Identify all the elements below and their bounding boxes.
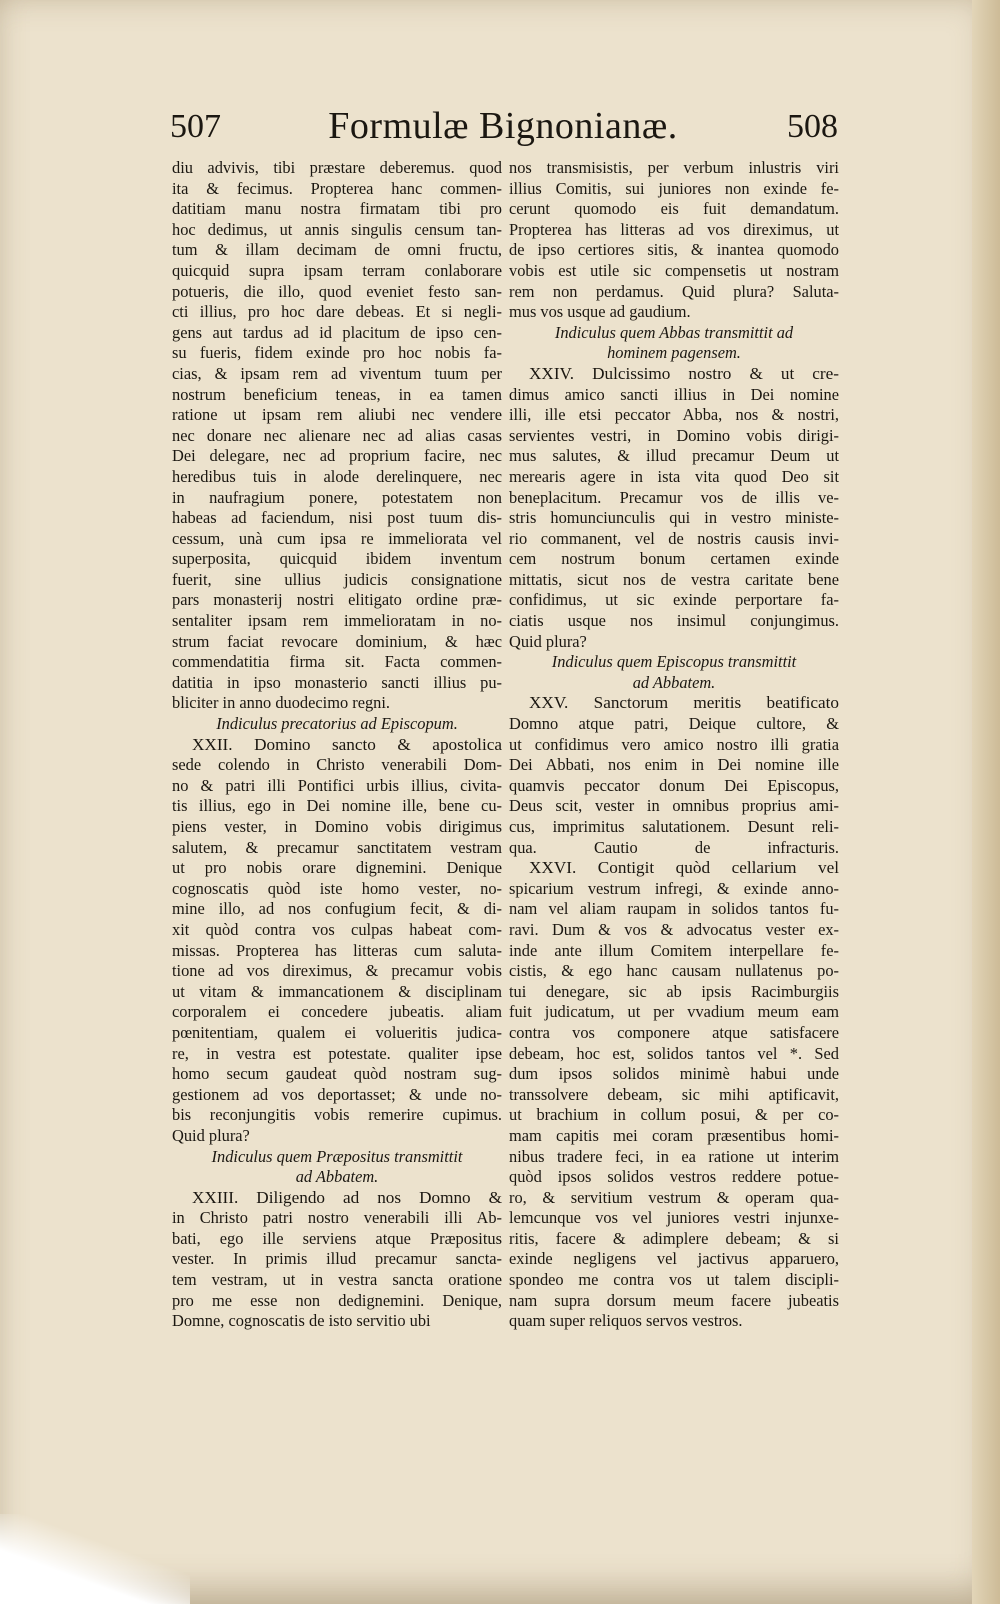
right-column-line: tui denegare, sic ab ipsis Racimburgiis <box>509 981 839 1001</box>
left-column-line: superposita, quicquid ibidem inventum <box>172 549 502 569</box>
right-column-line: quòd ipsos solidos vestros reddere potue- <box>509 1167 839 1187</box>
left-column-line: strum faciat revocare dominium, & hæc <box>172 631 502 651</box>
right-column-line: XXV. Sanctorum meritis beatificato <box>529 693 839 713</box>
right-column-line: mam capitis mei coram præsentibus homi- <box>509 1125 839 1145</box>
right-column-line: dimus amico sancti illius in Dei nomine <box>509 384 839 404</box>
right-column-line: vobis est utile sic compensetis ut nostram <box>509 260 839 280</box>
right-column-line: illi, ille etsi peccator Abba, nos & nostri, <box>509 405 839 425</box>
right-column-line: confidimus, ut sic exinde perportare fa- <box>509 590 839 610</box>
left-column-line: cognoscatis quòd iste homo vester, no- <box>172 878 502 898</box>
left-column-line: Domne, cognoscatis de isto servitio ubi <box>172 1311 431 1331</box>
left-column-line: heredibus tuis in alode derelinquere, nec <box>172 466 502 486</box>
left-column-line: su fueris, fidem exinde pro hoc nobis fa- <box>172 343 502 363</box>
right-column-line: contra vos componere atque satisfacere <box>509 1022 839 1042</box>
right-column-line: Domno atque patri, Deique cultore, & <box>509 714 839 734</box>
left-column-line: tum & illam decimam de omni fructu, <box>172 240 502 260</box>
left-column-line: gens aut tardus ad id placitum de ipso cen- <box>172 322 502 342</box>
left-column-line: cti illius, pro hoc dare debeas. Et si negli- <box>172 302 502 322</box>
right-column-line: cem nostrum bonum certamen exinde <box>509 549 839 569</box>
left-text-column <box>172 158 502 1332</box>
right-column-line: rio commanent, vel de nostris causis invi- <box>509 528 839 548</box>
right-column-line: Indiculus quem Abbas transmittit ad <box>554 322 794 342</box>
left-column-line: pars monasterij nostri elitigato ordine præ- <box>172 590 502 610</box>
left-column-line: bis reconjungitis vobis remerire cupimus. <box>172 1105 502 1125</box>
right-column-line: XXVI. Contigit quòd cellarium vel <box>529 858 839 878</box>
right-column-line: nos transmisistis, per verbum inlustris viri <box>509 158 839 177</box>
right-column-line: lemcunque vos vel juniores vestri injunxe- <box>509 1208 839 1228</box>
right-column-line: nibus tradere feci, in ea ratione ut interim <box>509 1146 839 1166</box>
left-column-line: ut pro nobis orare dignemini. Denique <box>172 858 502 878</box>
right-column-line: stris homunciunculis qui in vestro ministe- <box>509 508 839 528</box>
left-column-line: xit quòd contra vos culpas habeat com- <box>172 919 502 939</box>
right-column-line: fuit judicatum, ut per vvadium meum eam <box>509 1002 839 1022</box>
right-column-line: merearis agere in ista vita quod Deo sit <box>509 466 839 486</box>
left-column-line: XXII. Domino sancto & apostolica <box>192 734 502 754</box>
left-column-line: bliciter in anno duodecimo regni. <box>172 693 391 713</box>
left-column-line: Indiculus quem Præpositus transmittit <box>211 1146 463 1166</box>
right-column-line: Dei Abbati, nos enim in Dei nomine ille <box>509 755 839 775</box>
right-column-line: transsolvere debeam, sic mihi aptificavit, <box>509 1084 839 1104</box>
right-column-line: de ipso certiores sitis, & inantea quomodo <box>509 240 839 260</box>
page-number-left: 507 <box>170 108 221 145</box>
left-column-line: corporalem ei concedere jubeatis. aliam <box>172 1002 502 1022</box>
torn-corner <box>0 1514 190 1604</box>
right-column-line: ad Abbatem. <box>632 672 716 692</box>
right-column-line: XXIV. Dulcissimo nostro & ut cre- <box>529 363 839 383</box>
left-column-line: cessum, unà cum ipsa re immeliorata vel <box>172 528 502 548</box>
right-text-column <box>509 158 839 1332</box>
left-column-line: hoc dedimus, ut annis singulis censum tan- <box>172 219 502 239</box>
left-column-line: salutem, & precamur sanctitatem vestram <box>172 837 502 857</box>
left-column-line: bati, ego ille serviens atque Præpositus <box>172 1228 502 1248</box>
left-column-line: potueris, die illo, quod eveniet festo san- <box>172 281 502 301</box>
left-column-line: Quid plura? <box>172 1125 250 1145</box>
left-column-line: gestionem ad vos deportasset; & unde no- <box>172 1084 502 1104</box>
right-column-line: debeam, hoc est, solidos tantos vel *. Sed <box>509 1043 839 1063</box>
left-column-line: in naufragium ponere, potestatem non <box>172 487 502 507</box>
right-column-line: inde ante illum Comitem interpellare fe- <box>509 940 839 960</box>
left-column-line: Indiculus precatorius ad Episcopum. <box>216 714 458 734</box>
right-column-line: ut brachium in collum posui, & per co- <box>509 1105 839 1125</box>
right-column-line: ciatis usque nos insimul conjungimus. <box>509 611 839 631</box>
page-number-right: 508 <box>787 108 838 145</box>
right-column-line: rem non perdamus. Quid plura? Saluta- <box>509 281 839 301</box>
left-column-line: datitia in ipso monasterio sancti illius pu- <box>172 672 502 692</box>
left-column-line: sentaliter ipsam rem immelioratam in no- <box>172 611 502 631</box>
right-column-line: cus, imprimitus salutationem. Desunt reli- <box>509 817 839 836</box>
left-column-line: mine illo, ad nos confugium fecit, & di- <box>172 899 502 919</box>
page-edge <box>972 0 1000 1604</box>
running-header <box>168 104 838 154</box>
right-column-line: quam super reliquos servos vestros. <box>509 1311 743 1331</box>
right-column-line: nam vel aliam raupam in solidos tantos fu- <box>509 899 839 919</box>
left-column-line: fuerit, sine ullius judicis consignatione <box>172 569 502 589</box>
left-column-line: tem vestram, ut in vestra sancta oratione <box>172 1270 502 1290</box>
left-column-line: XXIII. Diligendo ad nos Domno & <box>192 1187 502 1207</box>
left-column-line: missas. Propterea has litteras cum saluta- <box>172 940 502 960</box>
right-column-line: illius Comitis, sui juniores non exinde fe- <box>509 178 839 198</box>
right-column-line: spondeo me contra vos ut talem discipli- <box>509 1270 839 1290</box>
left-column-line: cias, & ipsam rem ad viventum tuum per <box>172 363 502 383</box>
right-column-line: exinde negligens vel jactivus apparuero, <box>509 1249 839 1269</box>
left-column-line: tione ad vos direximus, & precamur vobis <box>172 961 502 981</box>
right-column-line: cistis, & ego hanc causam nullatenus po- <box>509 961 839 981</box>
left-column-line: nostrum beneficium teneas, in ea tamen <box>172 384 502 404</box>
right-column-line: nam supra dorsum meum facere jubeatis <box>509 1290 839 1310</box>
right-column-line: hominem pagensem. <box>607 343 741 363</box>
right-column-line: Propterea has litteras ad vos direximus, ut <box>509 219 839 239</box>
right-column-line: dum ipsos solidos minimè habui unde <box>509 1064 839 1084</box>
left-column-line: piens vester, in Domino vobis dirigimus <box>172 817 502 836</box>
left-column-line: in Christo patri nostro venerabili illi Ab- <box>172 1208 502 1228</box>
right-column-line: ritis, facere & adimplere debeam; & si <box>509 1228 839 1248</box>
left-column-line: ratione ut ipsam rem aliubi nec vendere <box>172 405 502 425</box>
left-column-line: quicquid supra ipsam terram conlaborare <box>172 260 502 280</box>
right-column-line: qua. Cautio de infracturis. <box>509 837 839 857</box>
left-column-line: sede colendo in Christo venerabili Dom- <box>172 755 502 775</box>
right-column-line: Quid plura? <box>509 631 587 651</box>
right-column-line: ro, & servitium vestrum & operam qua- <box>509 1187 839 1207</box>
right-column-line: quamvis peccator donum Dei Episcopus, <box>509 775 839 795</box>
right-column-line: ravi. Dum & vos & advocatus vester ex- <box>509 919 839 939</box>
left-column-line: ut vitam & immancationem & disciplinam <box>172 981 502 1001</box>
left-column-line: pœnitentiam, qualem ei volueritis judica- <box>172 1022 502 1042</box>
right-column-line: Deus scit, vester in omnibus proprius ami- <box>509 796 839 816</box>
right-column-line: Indiculus quem Episcopus transmittit <box>551 652 797 672</box>
right-column-line: spicarium vestrum infregi, & exinde anno- <box>509 878 839 898</box>
right-column-line: servientes vestri, in Domino vobis dirigi- <box>509 425 839 445</box>
left-column-line: homo secum gaudeat quòd nostram sug- <box>172 1064 502 1084</box>
left-column-line: re, in vestra est potestate. qualiter ipse <box>172 1043 502 1063</box>
right-column-line: mus salutes, & illud precamur Deum ut <box>509 446 839 466</box>
left-column-line: nec donare nec alienare nec ad alias casas <box>172 425 502 445</box>
left-column-line: tis illius, ego in Dei nomine ille, bene cu- <box>172 796 502 816</box>
running-title: Formulæ Bignonianæ. <box>328 105 678 147</box>
left-column-line: commendatitia firma sit. Facta commen- <box>172 652 502 672</box>
right-column-line: cerunt quomodo eis fuit demandatum. <box>509 199 839 219</box>
left-column-line: Dei delegare, nec ad proprium facire, nec <box>172 446 502 466</box>
right-column-line: mittatis, sicut nos de vestra caritate bene <box>509 569 839 589</box>
left-column-line: diu advivis, tibi præstare deberemus. quod <box>172 158 502 177</box>
left-column-line: no & patri illi Pontifici urbis illius, civita- <box>172 775 502 795</box>
right-column-line: mus vos usque ad gaudium. <box>509 302 691 322</box>
right-column-line: beneplacitum. Precamur vos de illis ve- <box>509 487 839 507</box>
left-column-line: vester. In primis illud precamur sancta- <box>172 1249 502 1269</box>
left-column-line: pro me esse non dedignemini. Denique, <box>172 1290 502 1310</box>
left-column-line: habeas ad faciendum, nisi post tuum dis- <box>172 508 502 528</box>
left-column-line: ad Abbatem. <box>295 1167 379 1187</box>
left-column-line: datitiam manu nostra firmatam tibi pro <box>172 199 502 219</box>
right-column-line: ut confidimus vero amico nostro illi gratia <box>509 734 839 754</box>
left-column-line: ita & fecimus. Propterea hanc commen- <box>172 178 502 198</box>
